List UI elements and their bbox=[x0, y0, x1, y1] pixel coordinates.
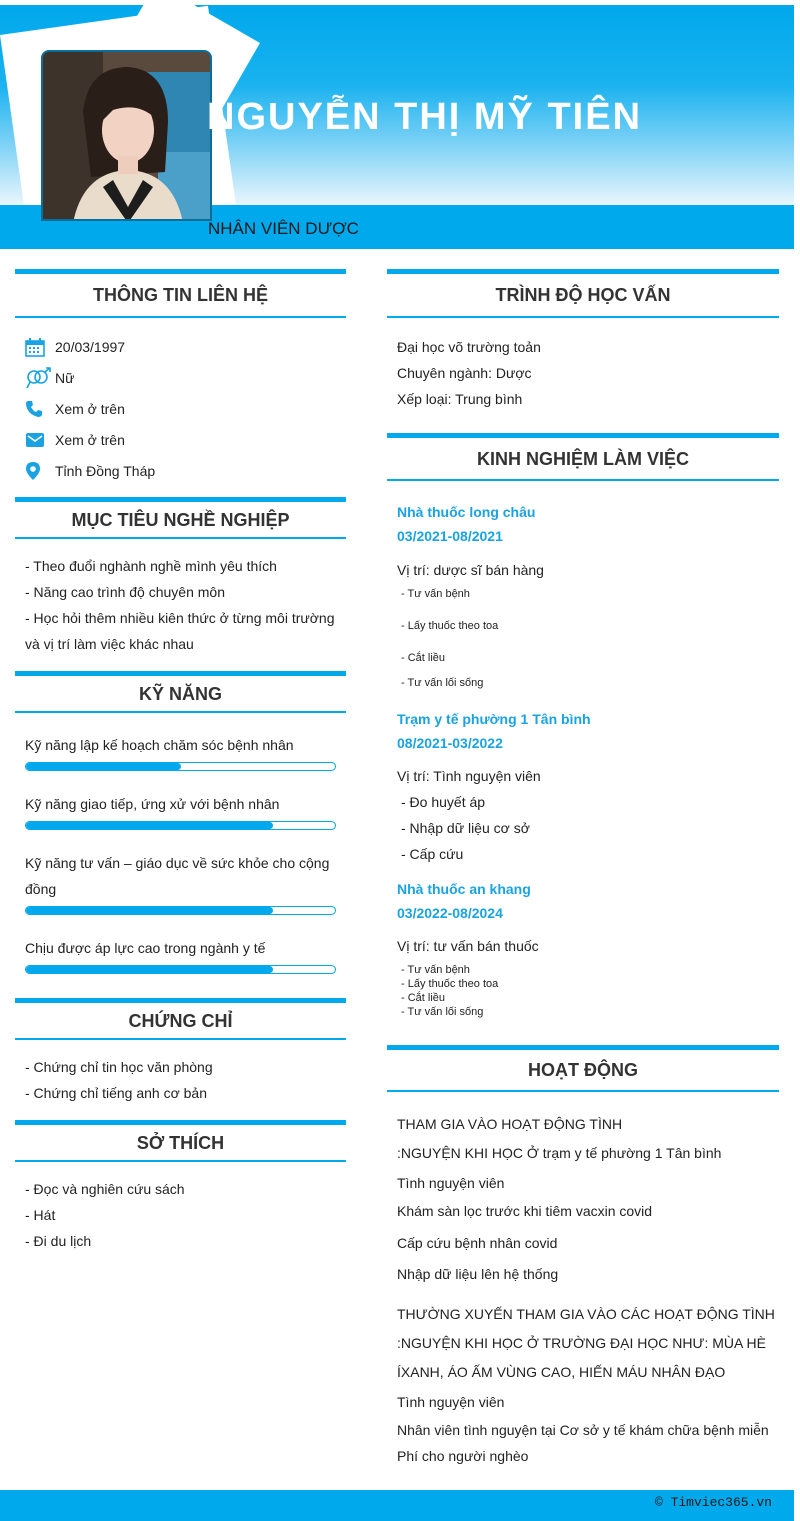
candidate-job-title: NHÂN VIÊN DƯỢC bbox=[208, 219, 359, 238]
contact-email: Xem ở trên bbox=[55, 432, 125, 448]
contact-birthday: 20/03/1997 bbox=[55, 339, 126, 355]
contact-address: Tỉnh Đồng Tháp bbox=[55, 463, 156, 479]
skill-bar bbox=[25, 906, 336, 915]
activity-line: THAM GIA VÀO HOẠT ĐỘNG TÌNH bbox=[397, 1116, 623, 1132]
gender-icon bbox=[25, 367, 55, 389]
candidate-name: NGUYỄN THỊ MỸ TIÊN bbox=[207, 96, 643, 138]
job-task: - Tư vấn lối sống bbox=[401, 1006, 484, 1018]
job-task: - Cắt liều bbox=[401, 992, 446, 1004]
job-task: - Cắt liều bbox=[401, 652, 446, 664]
hobbies-title: SỞ THÍCH bbox=[15, 1120, 346, 1162]
job-position: Vị trí: tư vấn bán thuốc bbox=[397, 938, 539, 954]
activity-line: :NGUYỆN KHI HỌC Ở TRƯỜNG ĐẠI HỌC NHƯ: MÙA HÈ bbox=[397, 1335, 766, 1351]
job-task: - Đo huyết áp bbox=[401, 794, 486, 810]
objective-line: - Theo đuổi nghành nghề mình yêu thích bbox=[25, 558, 277, 574]
job-task: - Lấy thuốc theo toa bbox=[401, 620, 499, 632]
contact-row-address bbox=[25, 460, 155, 482]
activity-line: Khám sàn lọc trước khi tiêm vacxin covid bbox=[397, 1203, 653, 1219]
certificates-title: CHỨNG CHỈ bbox=[15, 998, 346, 1040]
job-task: - Tư vấn bệnh bbox=[401, 588, 470, 600]
contact-title: THÔNG TIN LIÊN HỆ bbox=[15, 269, 346, 318]
experience-job bbox=[397, 707, 777, 867]
education-list bbox=[397, 334, 777, 412]
job-company: Nhà thuốc long châu bbox=[397, 504, 536, 520]
skill-bar-fill bbox=[26, 966, 273, 973]
activity-line: :NGUYỆN KHI HỌC Ở trạm y tế phường 1 Tân bình bbox=[397, 1145, 722, 1161]
education-line: Chuyên ngành: Dược bbox=[397, 365, 532, 381]
job-period: 08/2021-03/2022 bbox=[397, 735, 503, 751]
activities-section bbox=[387, 1045, 779, 1092]
education-title: TRÌNH ĐỘ HỌC VẤN bbox=[387, 269, 779, 318]
education-line: Đại học võ trường toản bbox=[397, 339, 541, 355]
job-company: Nhà thuốc an khang bbox=[397, 881, 531, 897]
job-period: 03/2021-08/2021 bbox=[397, 528, 503, 544]
job-position: Vị trí: dược sĩ bán hàng bbox=[397, 562, 544, 578]
experience-job bbox=[397, 500, 777, 689]
experience-title: KINH NGHIỆM LÀM VIỆC bbox=[387, 433, 779, 481]
certificates-list bbox=[25, 1054, 345, 1106]
contact-row-email bbox=[25, 429, 125, 451]
job-task: - Lấy thuốc theo toa bbox=[401, 978, 499, 990]
activity-line: Phí cho người nghèo bbox=[397, 1448, 529, 1464]
objective-line: - Năng cao trình độ chuyên môn bbox=[25, 584, 226, 600]
email-icon bbox=[25, 429, 55, 451]
skill-bar-fill bbox=[26, 763, 181, 770]
job-task: - Nhập dữ liệu cơ sở bbox=[401, 820, 530, 836]
activity-line: Cấp cứu bệnh nhân covid bbox=[397, 1235, 558, 1251]
activity-line: Tình nguyện viên bbox=[397, 1175, 505, 1191]
job-task: - Cấp cứu bbox=[401, 846, 464, 862]
hobbies-section bbox=[15, 1120, 346, 1249]
hobby-item: - Đọc và nghiên cứu sách bbox=[25, 1181, 185, 1197]
certificate-item: - Chứng chỉ tiếng anh cơ bản bbox=[25, 1085, 207, 1101]
certificates-section bbox=[15, 998, 346, 1101]
skill-bar-fill bbox=[26, 822, 273, 829]
skills-section bbox=[15, 671, 346, 991]
contact-section bbox=[15, 269, 346, 488]
objective-section bbox=[15, 497, 346, 652]
footer-bar bbox=[0, 1490, 794, 1521]
activity-line: Tình nguyện viên bbox=[397, 1394, 505, 1410]
contact-list bbox=[25, 318, 345, 488]
activity-line: THƯỜNG XUYẾN THAM GIA VÀO CÁC HOẠT ĐỘNG TÌNH bbox=[397, 1306, 775, 1322]
skill-bar bbox=[25, 965, 336, 974]
location-icon bbox=[25, 460, 55, 482]
skills-title: KỸ NĂNG bbox=[15, 671, 346, 713]
objective-title: MỤC TIÊU NGHỀ NGHIỆP bbox=[15, 497, 346, 539]
job-task: - Tư vấn bệnh bbox=[401, 964, 470, 976]
objective-list bbox=[25, 553, 345, 657]
skill-label: Chịu được áp lực cao trong ngành y tế bbox=[25, 940, 266, 956]
hobbies-list bbox=[25, 1176, 345, 1254]
hobby-item: - Hát bbox=[25, 1207, 56, 1223]
activity-line: Nhân viên tình nguyện tại Cơ sở y tế khám chữa bệnh miễn bbox=[397, 1422, 769, 1438]
job-task: - Tư vấn lối sống bbox=[401, 677, 484, 689]
footer-copyright: © Timviec365.vn bbox=[654, 1495, 772, 1510]
job-company: Trạm y tế phường 1 Tân bình bbox=[397, 711, 591, 727]
contact-row-birthday bbox=[25, 336, 125, 358]
job-period: 03/2022-08/2024 bbox=[397, 905, 503, 921]
calendar-icon bbox=[25, 336, 55, 358]
education-section bbox=[387, 269, 779, 407]
skill-label: Kỹ năng giao tiếp, ứng xử với bệnh nhân bbox=[25, 796, 280, 812]
contact-row-phone bbox=[25, 398, 125, 420]
skill-bar bbox=[25, 762, 336, 771]
experience-job bbox=[397, 877, 777, 1019]
profile-photo bbox=[41, 50, 212, 221]
experience-section bbox=[387, 433, 779, 481]
skill-bar bbox=[25, 821, 336, 830]
contact-row-gender bbox=[25, 367, 74, 389]
activity-line: Nhập dữ liệu lên hệ thống bbox=[397, 1266, 559, 1282]
activity-line: ÍXANH, ÁO ẤM VÙNG CAO, HIẾN MÁU NHÂN ĐẠO bbox=[397, 1364, 726, 1380]
skill-bar-fill bbox=[26, 907, 273, 914]
job-position: Vị trí: Tình nguyện viên bbox=[397, 768, 541, 784]
hobby-item: - Đi du lịch bbox=[25, 1233, 92, 1249]
objective-line: - Học hỏi thêm nhiều kiên thức ở từng môi trường và vị trí làm việc khác nhau bbox=[25, 610, 335, 652]
contact-gender: Nữ bbox=[55, 370, 75, 386]
skill-label: Kỹ năng tư vấn – giáo dục về sức khỏe cho cộng đồng bbox=[25, 855, 330, 897]
contact-phone: Xem ở trên bbox=[55, 401, 125, 417]
activities-title: HOẠT ĐỘNG bbox=[387, 1045, 779, 1092]
education-line: Xếp loại: Trung bình bbox=[397, 391, 523, 407]
activities-list bbox=[397, 1110, 782, 1469]
phone-icon bbox=[25, 398, 55, 420]
certificate-item: - Chứng chỉ tin học văn phòng bbox=[25, 1059, 213, 1075]
profile-photo-image bbox=[43, 52, 212, 221]
skill-label: Kỹ năng lập kế hoạch chăm sóc bệnh nhân bbox=[25, 737, 294, 753]
